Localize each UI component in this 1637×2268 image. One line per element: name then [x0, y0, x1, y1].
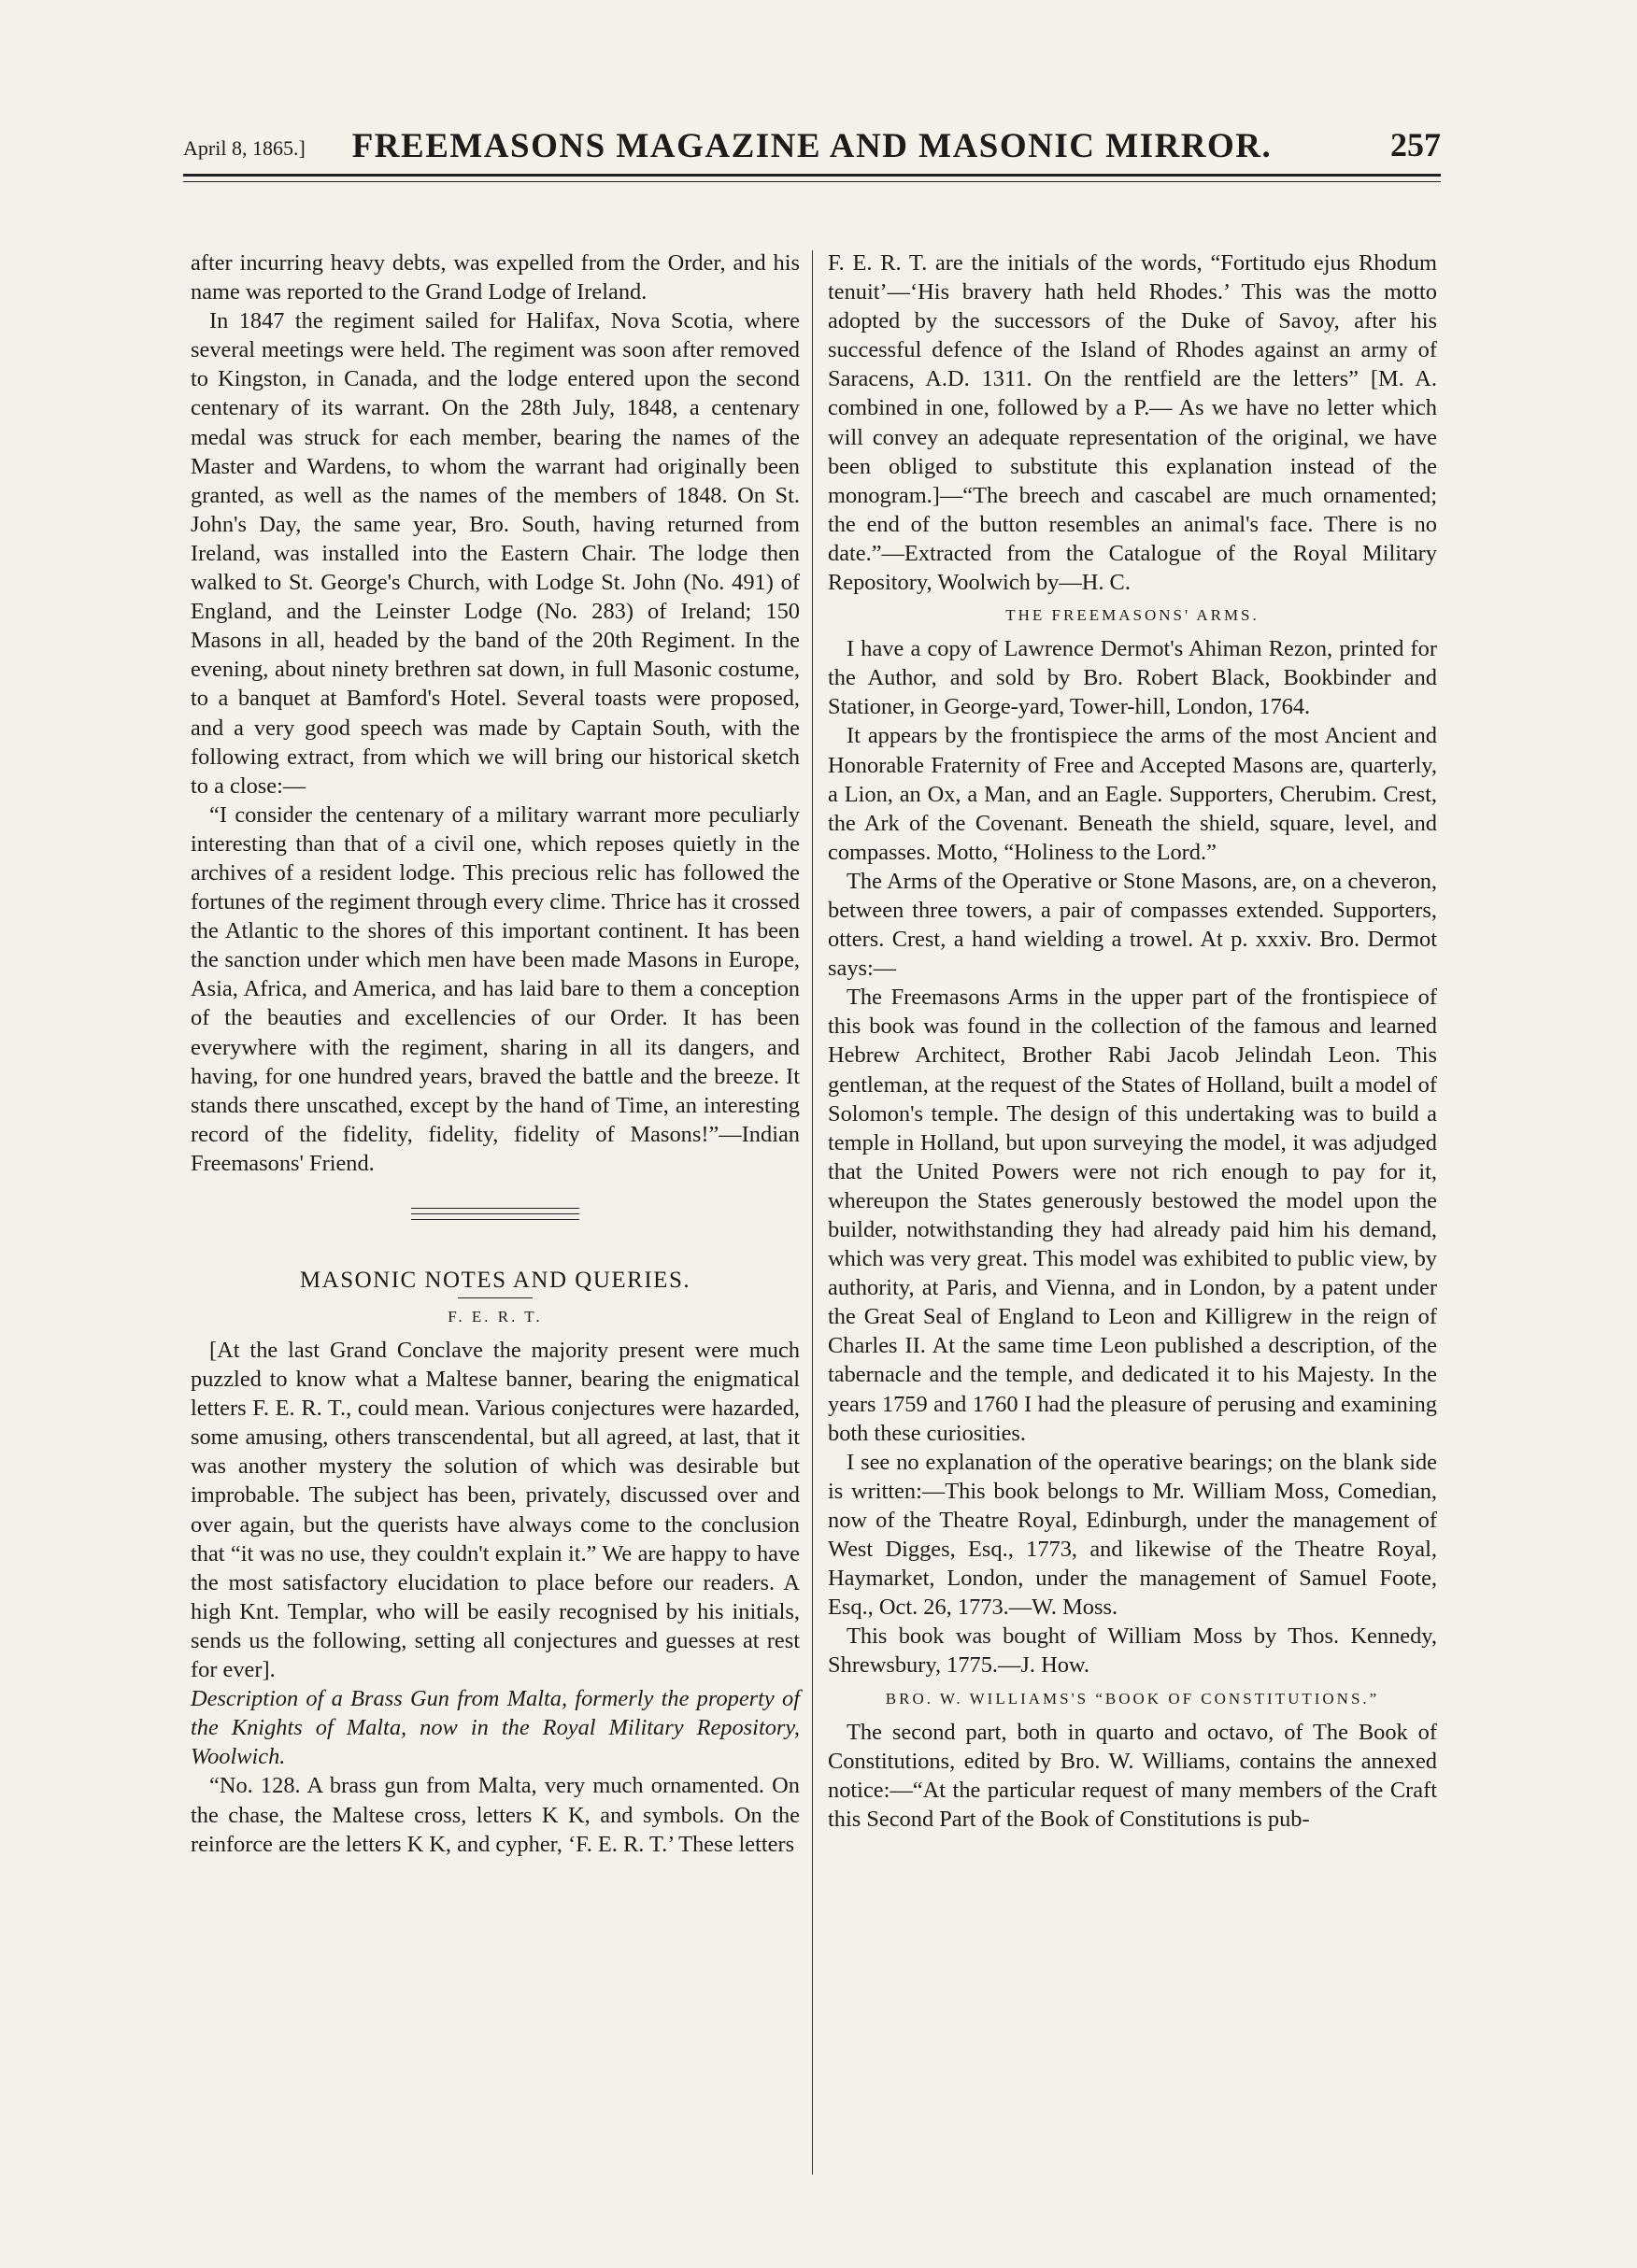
column-divider: [812, 250, 813, 2175]
right-column: [828, 248, 1437, 1834]
paragraph: This book was bought of William Moss by Thos. Kennedy, Shrewsbury, 1775.—J. How.: [828, 1623, 1437, 1679]
magazine-title: FREEMASONS MAGAZINE AND MASONIC MIRROR.: [351, 127, 1273, 165]
paragraph: “I consider the centenary of a military warrant more peculiarly interesting than that of a civil one, which reposes quietly in the archives of a resident lodge. This precious relic has followed the fortunes of the regiment through every clime. Thrice has it crossed the Atlantic to the shores of this important continent. It has been the sanction under which men have been made Masons in Europe, Asia, Africa, and America, and has laid bare to them a conception of the beauties and excellencies of our Order. It has been everywhere with the regiment, sharing in all its dangers, and having, for one hundred years, braved the battle and the breeze. It stands there unscathed, except by the hand of Time, an interesting record of the fidelity, fidelity, fidelity of Masons!”—Indian Freemasons' Friend.: [191, 801, 800, 1176]
paragraph: The Freemasons Arms in the upper part of the frontispiece of this book was found in the collection of the famous and learned Hebrew Architect, Brother Rabi Jacob Jelindah Leon. This gentleman, at the request of the States of Holland, built a model of Solomon's temple. The design of this undertaking was to build a temple in Holland, but upon surveying the model, it was adjudged that the United Powers were not rich enough to pay for it, whereupon the States generously bestowed the model upon the builder, notwithstanding they had already paid him his demand, which was very great. This model was exhibited to public view, by authority, at Paris, and Vienna, and in London, by a patent under the Great Seal of England to Leon and Killigrew in the reign of Charles II. At the same time Leon published a description, of the tabernacle and the temple, and dedicated it to his Majesty. In the years 1759 and 1760 I had the pleasure of perusing and examining both these curiosities.: [828, 985, 1437, 1446]
header-rule-thin: [183, 181, 1441, 182]
paragraph: It appears by the frontispiece the arms of the most Ancient and Honorable Fraternity of Free and Accepted Masons are, quarterly, a Lion, an Ox, a Man, and an Eagle. Supporters, Cherubim. Crest, the Ark of the Covenant. Beneath the shield, square, level, and compasses. Motto, “Holiness to the Lord.”: [828, 723, 1437, 865]
issue-date: April 8, 1865.]: [183, 136, 306, 160]
sub-heading: THE FREEMASONS' ARMS.: [1005, 606, 1260, 625]
page-number: 257: [1390, 126, 1441, 163]
paragraph: F. E. R. T. are the initials of the words, “Fortitudo ejus Rhodum tenuit’—‘His bravery hath held Rhodes.’ This was the motto adopted by the successors of the Duke of Savoy, after his successful defence of the Island of Rhodes against an army of Saracens, A.D. 1311. On the rentfield are the letters” [M. A. combined in one, followed by a P.— As we have no letter which will convey an adequate representation of the original, we have been obliged to substitute this explanation instead of the monogram.]—“The breech and cascabel are much ornamented; the end of the button resembles an animal's face. There is no date.”—Extracted from the Catalogue of the Royal Military Repository, Woolwich by—H. C.: [828, 250, 1437, 596]
paragraph: The second part, both in quarto and octavo, of The Book of Constitutions, edited by Bro. W. Williams, contains the annexed notice:—“At the particular request of many members of the Craft this Second Part of the Book of Constitutions is pub-: [828, 1719, 1437, 1832]
paragraph: “No. 128. A brass gun from Malta, very much ornamented. On the chase, the Maltese cross, letters K K, and symbols. On the reinforce are the letters K K, and cypher, ‘F. E. R. T.’ These letters: [191, 1773, 800, 1857]
paragraph-title: Description of a Brass Gun from Malta, formerly the property of the Knights of Malta, now in the Royal Military Repository, Woolwich.: [191, 1686, 800, 1770]
paragraph: after incurring heavy debts, was expelled from the Order, and his name was reported to the Grand Lodge of Ireland.: [191, 250, 800, 305]
paragraph: I have a copy of Lawrence Dermot's Ahiman Rezon, printed for the Author, and sold by Bro. Robert Black, Bookbinder and Stationer, in George-yard, Tower-hill, London, 1764.: [828, 636, 1437, 720]
running-header: [183, 118, 1441, 166]
sub-heading: BRO. W. WILLIAMS'S “BOOK OF CONSTITUTIONS.”: [885, 1689, 1380, 1708]
paragraph: The Arms of the Operative or Stone Masons, are, on a cheveron, between three towers, a pair of compasses extended. Supporters, otters. Crest, a hand wielding a trowel. At p. xxxiv. Bro. Dermot says:—: [828, 868, 1437, 982]
paragraph: [At the last Grand Conclave the majority present were much puzzled to know what a Maltese banner, bearing the enigmatical letters F. E. R. T., could mean. Various conjectures were hazarded, some amusing, others transcendental, but all agreed, at last, that it was another mystery the solution of which was desirable but improbable. The subject has been, privately, discussed over and over again, but the querists have always come to the conclusion that “it was no use, they couldn't explain it.” We are happy to have the most satisfactory elucidation to place before our readers. A high Knt. Templar, who will be easily recognised by his initials, sends us the following, setting all conjectures and guesses at rest for ever].: [191, 1338, 800, 1683]
section-heading: MASONIC NOTES AND QUERIES.: [299, 1268, 691, 1293]
paragraph: I see no explanation of the operative bearings; on the blank side is written:—This book belongs to Mr. William Moss, Comedian, now of the Theatre Royal, Edinburgh, under the management of West Digges, Esq., 1773, and likewise of the Theatre Royal, Haymarket, London, under the management of Samuel Foote, Esq., Oct. 26, 1773.—W. Moss.: [828, 1449, 1437, 1621]
section-separator: [191, 1191, 800, 1266]
paragraph: In 1847 the regiment sailed for Halifax, Nova Scotia, where several meetings were held. The regiment was soon after removed to Kingston, in Canada, and the lodge entered upon the second centenary of its warrant. On the 28th July, 1848, a centenary medal was struck for each member, bearing the names of the Master and Wardens, to whom the warrant had originally been granted, as well as the names of the members of 1848. On St. John's Day, the same year, Bro. South, having returned from Ireland, was installed into the Eastern Chair. The lodge then walked to St. George's Church, with Lodge St. John (No. 491) of England, and the Leinster Lodge (No. 283) of Ireland; 150 Masons in all, headed by the band of the 20th Regiment. In the evening, about ninety brethren sat down, in full Masonic costume, to a banquet at Bamford's Hotel. Several toasts were proposed, and a very good speech was made by Captain South, with the following extract, from which we will bring our historical sketch to a close:—: [191, 308, 800, 799]
left-column: [191, 248, 800, 1859]
sub-heading: F. E. R. T.: [448, 1308, 543, 1325]
heading-rule: [458, 1297, 533, 1298]
header-rule-thick: [183, 174, 1441, 177]
